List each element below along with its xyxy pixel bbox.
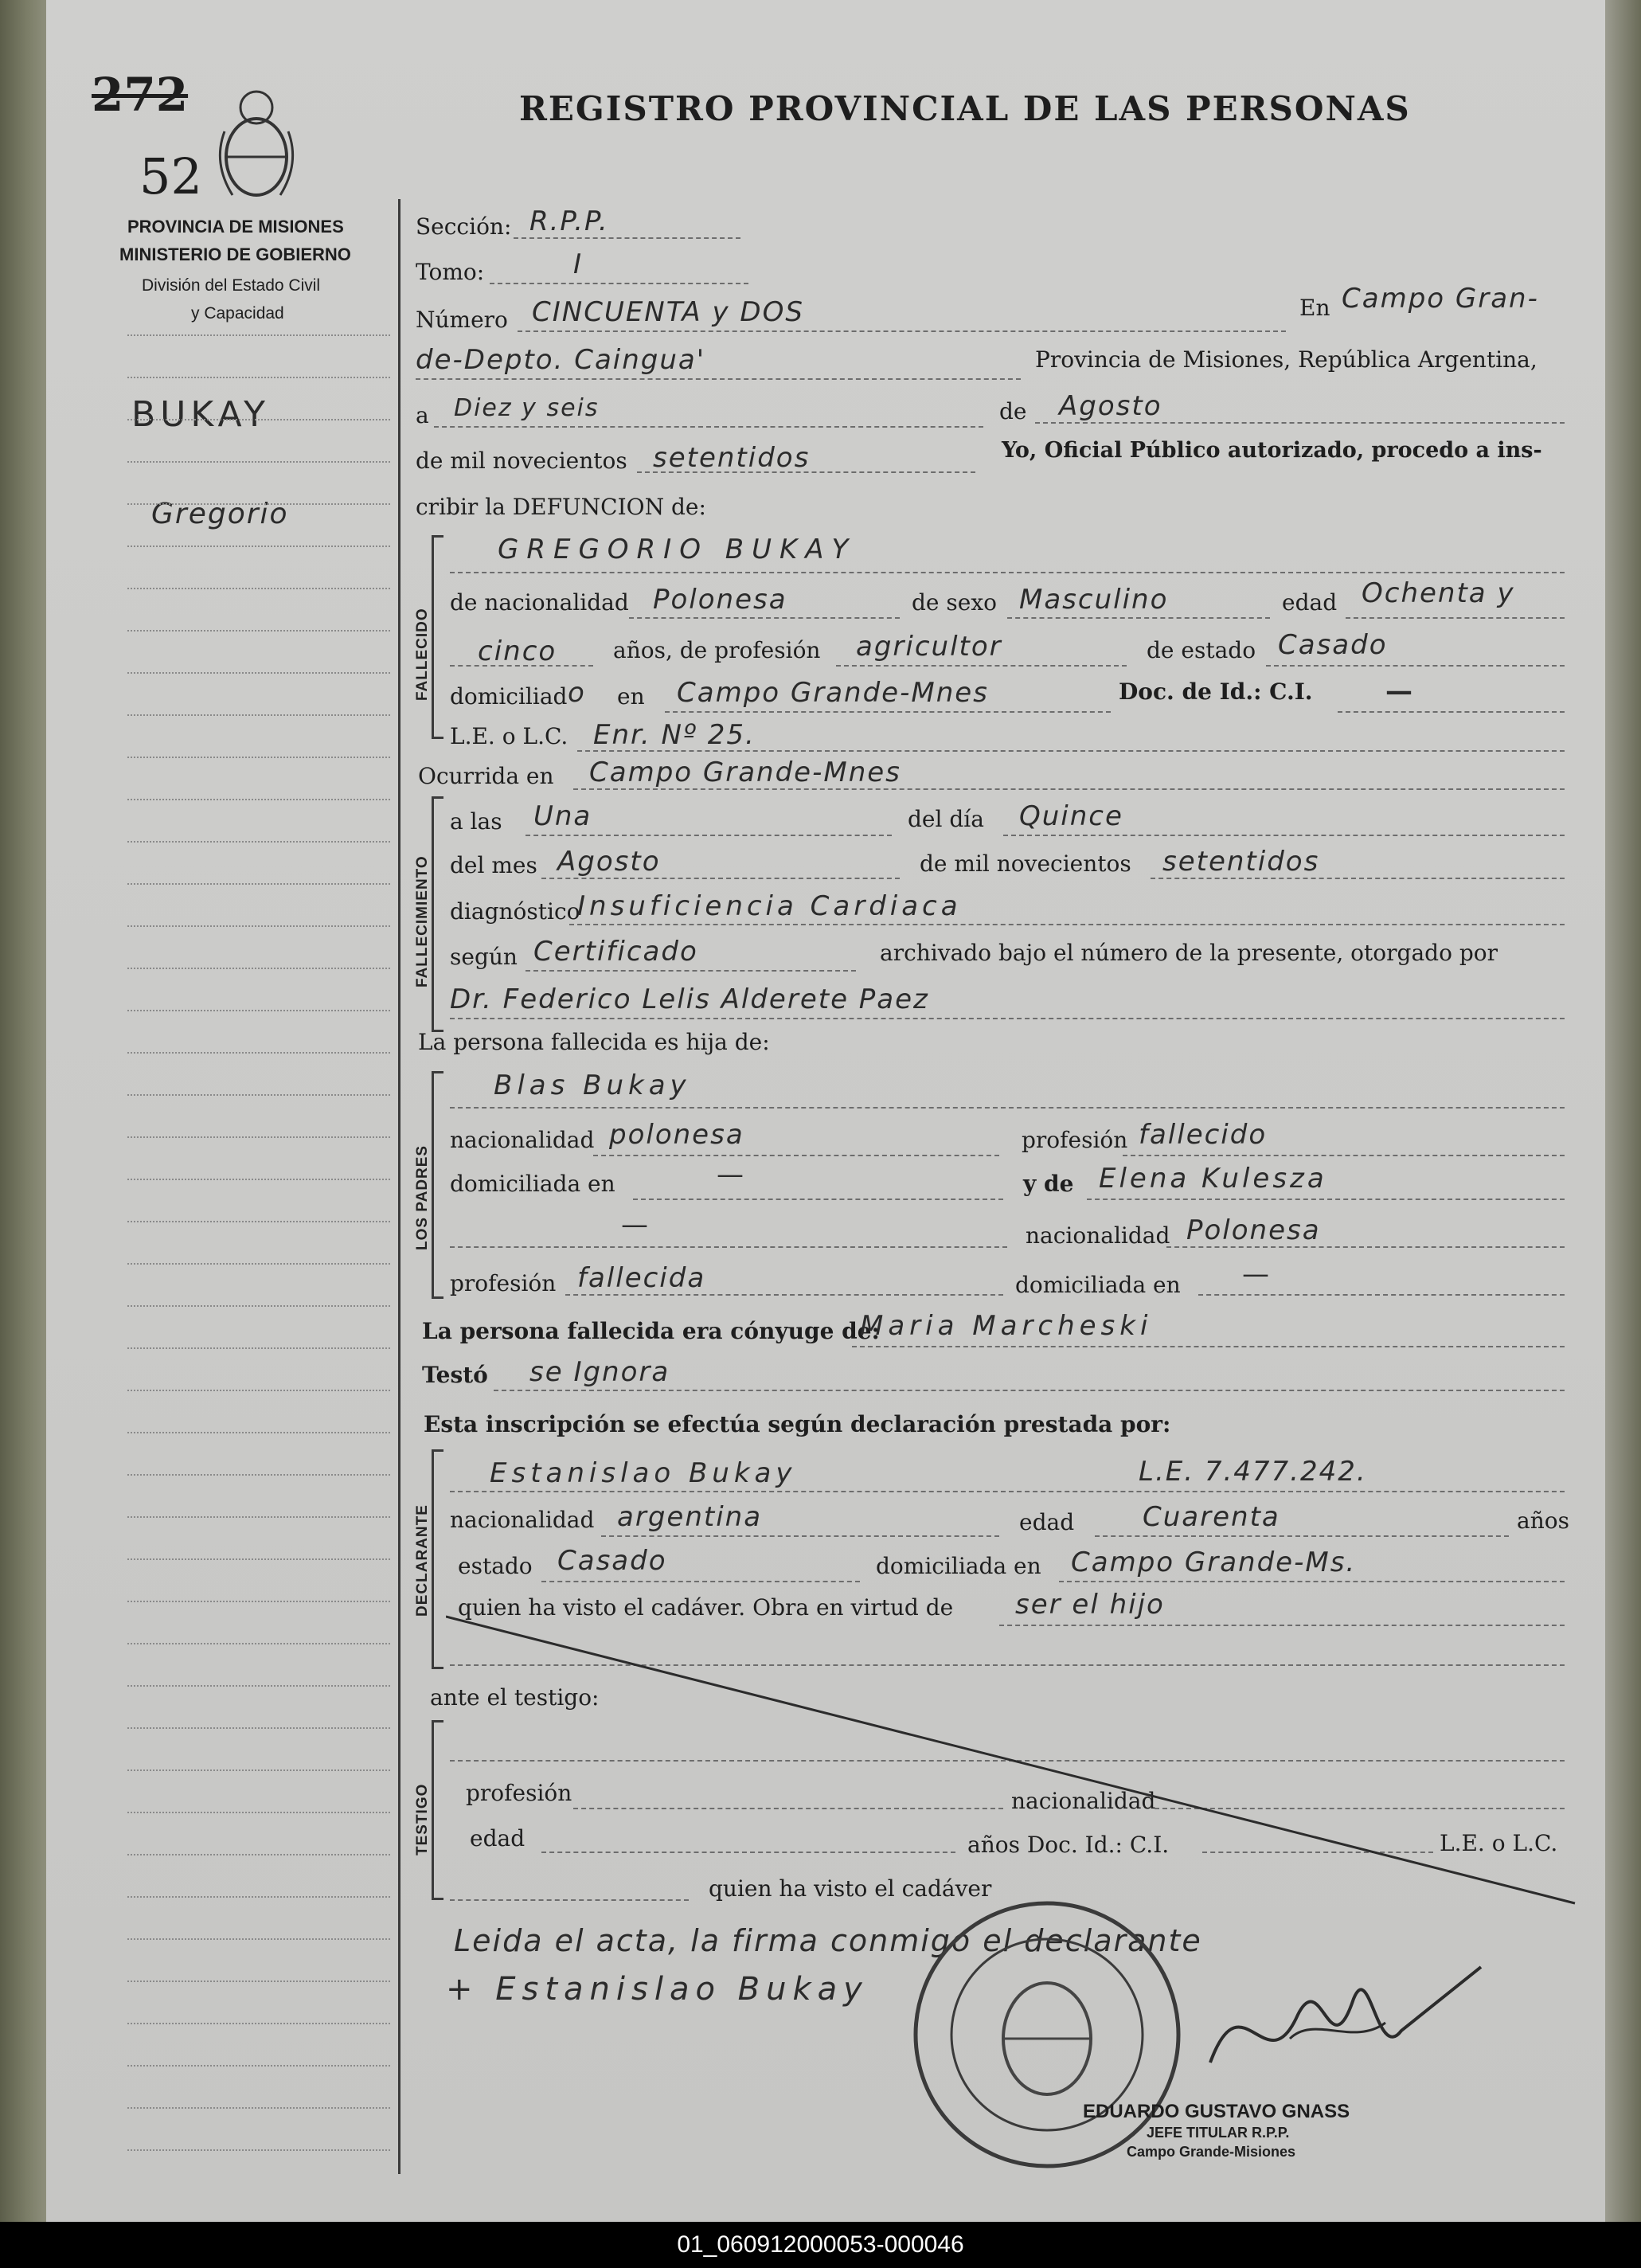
margin-ruled-line bbox=[127, 1727, 390, 1729]
declarante-name: Estanislao Bukay bbox=[490, 1457, 797, 1489]
month-value: Agosto bbox=[1059, 390, 1162, 422]
en-label: En bbox=[1299, 295, 1330, 321]
prof-value: agricultor bbox=[856, 631, 1002, 663]
margin-ruled-line bbox=[127, 588, 390, 589]
dia-label: del día bbox=[908, 806, 984, 832]
margin-ruled-line bbox=[127, 714, 390, 716]
hora-line bbox=[526, 835, 892, 836]
page-title: REGISTRO PROVINCIAL DE LAS PERSONAS bbox=[519, 89, 1411, 128]
testo-value: se Ignora bbox=[529, 1356, 670, 1388]
margin-ruled-line bbox=[127, 1769, 390, 1771]
edad-line bbox=[1346, 617, 1565, 619]
margin-ruled-line bbox=[127, 1052, 390, 1054]
decl-estado-line bbox=[541, 1581, 860, 1582]
padres-bracket bbox=[432, 1071, 443, 1299]
margin-surname: BUKAY bbox=[131, 394, 271, 435]
tomo-line bbox=[490, 283, 748, 284]
provincia-text: Provincia de Misiones, República Argentina, bbox=[1035, 346, 1537, 373]
margin-ruled-line bbox=[127, 461, 390, 463]
padre-nac-line bbox=[593, 1155, 999, 1156]
day-line bbox=[434, 426, 983, 428]
decl-domic-line bbox=[1059, 1581, 1565, 1582]
declarante-name-line bbox=[450, 1491, 1565, 1492]
madre-line-value: — bbox=[621, 1209, 650, 1241]
mes-label: del mes bbox=[450, 852, 537, 878]
closing-line-2: + Estanislao Bukay bbox=[446, 1971, 869, 2008]
margin-ruled-line bbox=[127, 2065, 390, 2067]
diag-label: diagnóstico bbox=[450, 898, 580, 925]
edad-cont-line bbox=[450, 665, 593, 667]
fallecimiento-bracket bbox=[432, 796, 443, 1032]
margin-ruled-line bbox=[127, 1938, 390, 1940]
madre-prof-line bbox=[565, 1294, 1003, 1296]
stamp-place: Campo Grande-Misiones bbox=[1127, 2144, 1296, 2160]
margin-ruled-line bbox=[127, 841, 390, 843]
tomo-label: Tomo: bbox=[416, 259, 485, 285]
mes-line bbox=[541, 878, 900, 879]
declarante-intro: Esta inscripción se efectúa según declaración prestada por: bbox=[424, 1411, 1171, 1437]
nac-label: de nacionalidad bbox=[450, 589, 629, 616]
sexo-value: Masculino bbox=[1019, 584, 1169, 616]
decl-estado-label: estado bbox=[458, 1553, 533, 1579]
margin-ruled-line bbox=[127, 1601, 390, 1602]
margin-ruled-line bbox=[127, 1221, 390, 1222]
seccion-label: Sección: bbox=[416, 213, 512, 240]
madre-name: Elena Kulesza bbox=[1099, 1163, 1327, 1195]
image-id-footer: 01_060912000053-000046 bbox=[0, 2222, 1641, 2268]
stamp-title: JEFE TITULAR R.P.P. bbox=[1147, 2125, 1290, 2141]
decl-edad-label: edad bbox=[1019, 1509, 1075, 1535]
sexo-line bbox=[1007, 617, 1270, 619]
division-label-2: y Capacidad bbox=[191, 304, 284, 323]
doctor-value: Dr. Federico Lelis Alderete Paez bbox=[450, 983, 929, 1015]
le-label: L.E. o L.C. bbox=[450, 723, 568, 749]
margin-ruled-line bbox=[127, 1347, 390, 1349]
estado-label: de estado bbox=[1147, 637, 1256, 663]
margin-ruled-line bbox=[127, 1643, 390, 1644]
record-number: 52 bbox=[139, 147, 202, 205]
margin-ruled-line bbox=[127, 1179, 390, 1180]
numero-value: CINCUENTA y DOS bbox=[532, 296, 804, 328]
madre-domic-line bbox=[1198, 1294, 1565, 1296]
margin-ruled-line bbox=[127, 883, 390, 885]
margin-ruled-line bbox=[127, 419, 390, 420]
margin-ruled-line bbox=[127, 2023, 390, 2024]
a-label: a bbox=[416, 402, 429, 428]
domic-label: domiciliad bbox=[450, 683, 568, 710]
le-value: Enr. Nº 25. bbox=[593, 719, 756, 751]
estado-line bbox=[1266, 665, 1565, 667]
testo-line bbox=[494, 1390, 1565, 1391]
margin-ruled-line bbox=[127, 1981, 390, 1982]
conyuge-value: Maria Marcheski bbox=[860, 1310, 1153, 1342]
conyuge-label: La persona fallecida era cónyuge de: bbox=[422, 1318, 880, 1344]
archivado-text: archivado bajo el número de la presente, otorgado por bbox=[880, 940, 1498, 966]
testigo-intro: ante el testigo: bbox=[430, 1684, 600, 1711]
margin-ruled-line bbox=[127, 672, 390, 674]
testigo-label: TESTIGO bbox=[414, 1783, 431, 1855]
seccion-value: R.P.P. bbox=[529, 205, 609, 237]
ocurrida-label: Ocurrida en bbox=[418, 763, 554, 789]
nac-value: Polonesa bbox=[653, 584, 787, 616]
declarante-bracket bbox=[432, 1449, 443, 1669]
testigo-edad-label: edad bbox=[470, 1825, 526, 1852]
padre-domic-label: domiciliada en bbox=[450, 1171, 615, 1197]
province-label: PROVINCIA DE MISIONES bbox=[127, 217, 344, 237]
cancel-stroke bbox=[446, 1609, 1577, 1911]
place-cont-line bbox=[416, 378, 1021, 380]
dia-line bbox=[1003, 835, 1565, 836]
margin-given-name: Gregorio bbox=[151, 498, 289, 530]
fallecido-bracket bbox=[432, 535, 443, 739]
anos-prof-label: años, de profesión bbox=[613, 637, 821, 663]
edad-value: Ochenta y bbox=[1362, 577, 1515, 609]
margin-ruled-line bbox=[127, 968, 390, 969]
margin-ruled-line bbox=[127, 1010, 390, 1011]
le-line bbox=[577, 750, 1565, 752]
yde-label: y de bbox=[1023, 1171, 1074, 1197]
padre-nac-value: polonesa bbox=[609, 1119, 744, 1151]
padres-label: LOS PADRES bbox=[414, 1144, 431, 1250]
dia-value: Quince bbox=[1019, 800, 1123, 832]
mil-label: de mil novecientos bbox=[416, 448, 627, 474]
fallecido-name-line bbox=[450, 572, 1565, 573]
decl-nac-label: nacionalidad bbox=[450, 1507, 595, 1533]
decl-visto-text: quien ha visto el cadáver. Obra en virtud de bbox=[458, 1594, 954, 1621]
ministry-label: MINISTERIO DE GOBIERNO bbox=[119, 244, 351, 264]
margin-ruled-line bbox=[127, 2149, 390, 2151]
margin-ruled-line bbox=[127, 1854, 390, 1855]
decl-domic-value: Campo Grande-Ms. bbox=[1071, 1547, 1357, 1578]
declarante-doc: L.E. 7.477.242. bbox=[1139, 1456, 1367, 1488]
margin-ruled-line bbox=[127, 1474, 390, 1476]
anio-line bbox=[1151, 878, 1565, 879]
numero-label: Número bbox=[416, 307, 508, 333]
domic-en-label: en bbox=[617, 683, 645, 710]
padre-prof-value: fallecido bbox=[1139, 1119, 1268, 1151]
hora-value: Una bbox=[533, 800, 592, 832]
testigo-prof-label: profesión bbox=[466, 1780, 572, 1806]
division-label: División del Estado Civil bbox=[142, 276, 321, 295]
hora-label: a las bbox=[450, 808, 502, 835]
segun-line bbox=[526, 970, 856, 972]
madre-prof-label: profesión bbox=[450, 1270, 557, 1296]
segun-value: Certificado bbox=[533, 936, 698, 968]
month-line bbox=[1035, 422, 1565, 424]
padre-prof-label: profesión bbox=[1022, 1127, 1128, 1153]
doc-label: Doc. de Id.: C.I. bbox=[1119, 678, 1313, 705]
madre-blank-line bbox=[450, 1246, 1007, 1248]
madre-nac-line bbox=[1166, 1246, 1565, 1248]
year-line bbox=[637, 471, 975, 473]
seccion-line bbox=[514, 237, 740, 239]
domic-suffix: o bbox=[568, 677, 586, 709]
edad-cont: cinco bbox=[478, 635, 557, 667]
madre-name-line bbox=[1087, 1199, 1565, 1200]
margin-ruled-line bbox=[127, 1812, 390, 1813]
margin-ruled-line bbox=[127, 757, 390, 758]
closing-line-1: Leida el acta, la firma conmigo el declarante bbox=[454, 1923, 1202, 1958]
fallecido-name: GREGORIO BUKAY bbox=[498, 534, 857, 565]
margin-ruled-line bbox=[127, 1263, 390, 1265]
estado-value: Casado bbox=[1278, 629, 1388, 661]
margin-ruled-line bbox=[127, 2107, 390, 2109]
margin-ruled-line bbox=[127, 925, 390, 927]
margin-ruled-line bbox=[127, 1094, 390, 1096]
margin-ruled-line bbox=[127, 1390, 390, 1391]
edad-label: edad bbox=[1282, 589, 1338, 616]
de-label: de bbox=[999, 398, 1027, 424]
margin-divider bbox=[398, 199, 400, 2174]
decl-nac-value: argentina bbox=[617, 1501, 763, 1533]
nac-line bbox=[629, 617, 900, 619]
diag-value: Insuficiencia Cardiaca bbox=[577, 890, 962, 922]
padre-domic-line bbox=[633, 1199, 1003, 1200]
margin-ruled-line bbox=[127, 1685, 390, 1687]
decl-edad-value: Cuarenta bbox=[1143, 1501, 1280, 1533]
margin-ruled-line bbox=[127, 377, 390, 378]
cribir-text: cribir la DEFUNCION de: bbox=[416, 494, 706, 520]
margin-ruled-line bbox=[127, 1896, 390, 1898]
madre-nac-value: Polonesa bbox=[1186, 1214, 1321, 1246]
doc-line bbox=[1338, 711, 1565, 713]
oficial-text: Yo, Oficial Público autorizado, procedo a ins- bbox=[1002, 438, 1542, 463]
ocurrida-line bbox=[573, 788, 1565, 790]
margin-ruled-line bbox=[127, 630, 390, 632]
padres-intro: La persona fallecida es hija de: bbox=[418, 1029, 770, 1055]
madre-nac-label: nacionalidad bbox=[1026, 1222, 1170, 1249]
margin-ruled-line bbox=[127, 1136, 390, 1138]
domic-value: Campo Grande-Mnes bbox=[677, 677, 989, 709]
day-value: Diez y seis bbox=[454, 394, 600, 422]
book-binding bbox=[0, 0, 46, 2222]
fallecimiento-label: FALLECIMIENTO bbox=[414, 855, 431, 987]
anio-value: setentidos bbox=[1162, 846, 1320, 878]
stamp-name: EDUARDO GUSTAVO GNASS bbox=[1083, 2101, 1350, 2122]
margin-ruled-line bbox=[127, 799, 390, 800]
numero-line bbox=[518, 330, 1286, 332]
prof-line bbox=[836, 665, 1127, 667]
testo-label: Testó bbox=[422, 1362, 488, 1388]
testigo-le-label: L.E. o L.C. bbox=[1440, 1830, 1558, 1856]
madre-domic-value: — bbox=[1242, 1258, 1271, 1290]
padre-prof-line bbox=[1123, 1155, 1565, 1156]
fallecido-label: FALLECIDO bbox=[414, 608, 431, 701]
padre-domic-value: — bbox=[717, 1159, 745, 1191]
decl-domic-label: domiciliada en bbox=[876, 1553, 1041, 1579]
ocurrida-value: Campo Grande-Mnes bbox=[589, 757, 901, 788]
margin-ruled-line bbox=[127, 545, 390, 547]
padre-nac-label: nacionalidad bbox=[450, 1127, 595, 1153]
doctor-line bbox=[450, 1018, 1565, 1019]
decl-virtud-value: ser el hijo bbox=[1015, 1589, 1165, 1621]
testigo-doc-label: años Doc. Id.: C.I. bbox=[967, 1832, 1170, 1858]
decl-edad-line bbox=[1095, 1535, 1509, 1537]
place-cont-value: de-Depto. Caingua' bbox=[416, 344, 706, 376]
decl-anos-label: años bbox=[1517, 1507, 1569, 1534]
doc-value: — bbox=[1385, 675, 1414, 707]
en-value: Campo Gran- bbox=[1342, 283, 1539, 315]
tomo-value: I bbox=[573, 248, 584, 280]
margin-ruled-line bbox=[127, 334, 390, 336]
testigo-nac-label: nacionalidad bbox=[1011, 1788, 1156, 1814]
margin-ruled-line bbox=[127, 1516, 390, 1518]
diag-line bbox=[569, 924, 1565, 925]
signature-icon bbox=[1194, 1943, 1497, 2102]
mes-mil-label: de mil novecientos bbox=[920, 850, 1131, 877]
year-value: setentidos bbox=[653, 442, 811, 474]
domic-line bbox=[665, 711, 1111, 713]
coat-of-arms-icon bbox=[209, 84, 304, 211]
margin-ruled-line bbox=[127, 503, 390, 505]
padre-name-line bbox=[450, 1107, 1565, 1109]
declarante-label: DECLARANTE bbox=[414, 1504, 431, 1617]
decl-nac-line bbox=[601, 1535, 999, 1537]
testigo-visto-text: quien ha visto el cadáver bbox=[709, 1875, 992, 1902]
margin-ruled-line bbox=[127, 1305, 390, 1307]
testigo-bracket bbox=[432, 1720, 443, 1900]
margin-ruled-line bbox=[127, 1558, 390, 1560]
padre-name: Blas Bukay bbox=[494, 1069, 691, 1101]
official-seal-icon bbox=[908, 1895, 1186, 2174]
old-record-number: 272 bbox=[92, 68, 189, 122]
madre-prof-value: fallecida bbox=[577, 1262, 706, 1294]
segun-label: según bbox=[450, 944, 518, 970]
madre-domic-label: domiciliada en bbox=[1015, 1272, 1181, 1298]
conyuge-line bbox=[852, 1346, 1565, 1347]
page-edge bbox=[1605, 0, 1641, 2222]
sexo-label: de sexo bbox=[912, 589, 997, 616]
margin-ruled-line bbox=[127, 1432, 390, 1433]
decl-estado-value: Casado bbox=[557, 1545, 667, 1577]
mes-value: Agosto bbox=[557, 846, 661, 878]
